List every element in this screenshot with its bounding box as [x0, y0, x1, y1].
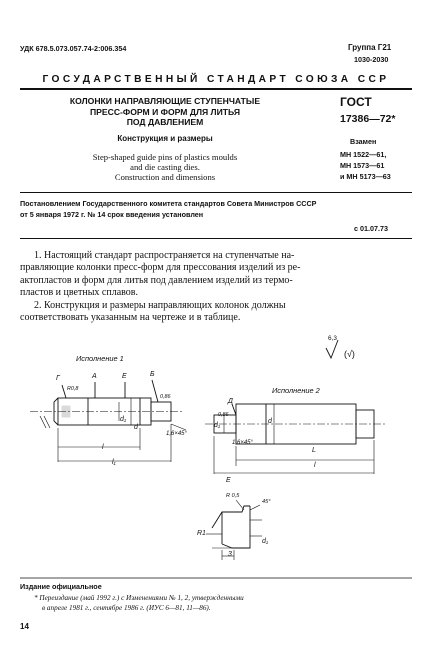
label-G: Г: [56, 375, 60, 382]
detail-label-E: Е: [226, 477, 231, 484]
label-chamfer-45-1: 1,6×45°: [166, 431, 187, 437]
p1-line3: актопластов и форм для литья под давлением изделий из термо-: [20, 274, 293, 286]
title-ru-subtitle: Конструкция и размеры: [117, 134, 213, 143]
effective-date: с 01.07.73: [354, 224, 388, 233]
detail-label-45: 45°: [262, 499, 271, 505]
label-l: l: [102, 444, 104, 451]
roughness-value: 6,3: [328, 335, 337, 342]
p2-line1: 2. Конструкция и размеры направляющих колонок должны: [34, 300, 286, 311]
label-A: А: [92, 373, 97, 380]
replaces-item-3: и МН 5173—63: [340, 172, 391, 181]
detail-label-3: 3: [228, 551, 232, 558]
page-number: 14: [20, 622, 29, 631]
pin-execution-1: [30, 380, 186, 462]
execution-2-label: Исполнение 2: [272, 386, 320, 395]
p1-line1: 1. Настоящий стандарт распространяется на ступенчатые на-: [34, 250, 295, 261]
standard-banner: ГОСУДАРСТВЕННЫЙ СТАНДАРТ СОЮЗА ССР: [42, 74, 390, 85]
label-chamfer-2: 0,86: [218, 412, 229, 418]
label-d1: d₁: [120, 416, 127, 423]
detail-label-r1: R1: [197, 530, 206, 537]
execution-1-label: Исполнение 1: [76, 354, 124, 363]
detail-E: [206, 500, 262, 560]
title-en-line1: Step-shaped guide pins of plastics moulds: [92, 152, 238, 162]
group-label: Группа Г21: [348, 43, 392, 52]
title-ru-line2: ПРЕСС-ФОРМ И ФОРМ ДЛЯ ЛИТЬЯ: [89, 106, 241, 117]
label-chamfer-45-2: 1,6×45°: [232, 440, 253, 446]
title-ru-line3: ПОД ДАВЛЕНИЕМ: [126, 117, 204, 128]
label-E: Е: [122, 373, 127, 380]
detail-label-r05: R 0,5: [226, 493, 240, 499]
okstu-code: 1030-2030: [354, 55, 389, 64]
replaces-item-1: МН 1522—61,: [340, 150, 387, 159]
roughness-mark: [326, 340, 338, 358]
p2-line2: соответствовать указанным на чертеже и в таблице.: [20, 312, 241, 324]
pin-execution-2: [205, 404, 385, 474]
decree-line2: от 5 января 1972 г. № 14 срок введения установлен: [20, 209, 204, 219]
title-en-line2: and die casting dies.: [130, 162, 200, 173]
reprint-note-line1: * Переиздание (май 1992 г.) с Изменениями № 1, 2, утвержденными: [34, 594, 244, 602]
decree-line1: Постановлением Государственного комитета стандартов Совета Министров СССР: [20, 199, 317, 208]
reprint-note: [34, 593, 412, 613]
label-l-ex2: l: [314, 462, 316, 469]
udk-code: УДК 678.5.073.057.74-2:006.354: [20, 44, 127, 53]
label-D: Д: [228, 398, 233, 405]
label-d1-ex2: d₁: [214, 422, 221, 429]
label-d: d: [134, 424, 138, 431]
label-radius: R0,8: [67, 386, 79, 392]
gost-number: 17386—72*: [340, 113, 396, 125]
p1-line2: правляющие колонки пресс-форм для прессования изделий из ре-: [20, 262, 301, 274]
label-L: L: [312, 447, 316, 454]
reprint-note-line2: в апреле 1981 г., сентябре 1986 г. (ИУС 6—81, 11—86).: [42, 604, 211, 612]
title-en-line3: Construction and dimensions: [114, 172, 216, 183]
replaces-label: Взамен: [350, 137, 377, 146]
label-d-ex2: d: [268, 418, 272, 425]
title-ru-line1: КОЛОНКИ НАПРАВЛЯЮЩИЕ СТУПЕНЧАТЫЕ: [69, 96, 261, 106]
roughness-bracket: (√): [344, 349, 355, 359]
label-chamfer-1: 0,86: [160, 394, 171, 400]
gost-label: ГОСТ: [340, 95, 372, 109]
label-l1: l₁: [112, 459, 116, 466]
replaces-item-2: МН 1573—61: [340, 161, 385, 170]
p1-line4: пластов и цветных сплавов.: [20, 287, 139, 299]
official-edition-label: Издание официальное: [20, 582, 102, 591]
detail-label-d1: d₁: [262, 538, 269, 545]
label-B: Б: [150, 371, 155, 378]
